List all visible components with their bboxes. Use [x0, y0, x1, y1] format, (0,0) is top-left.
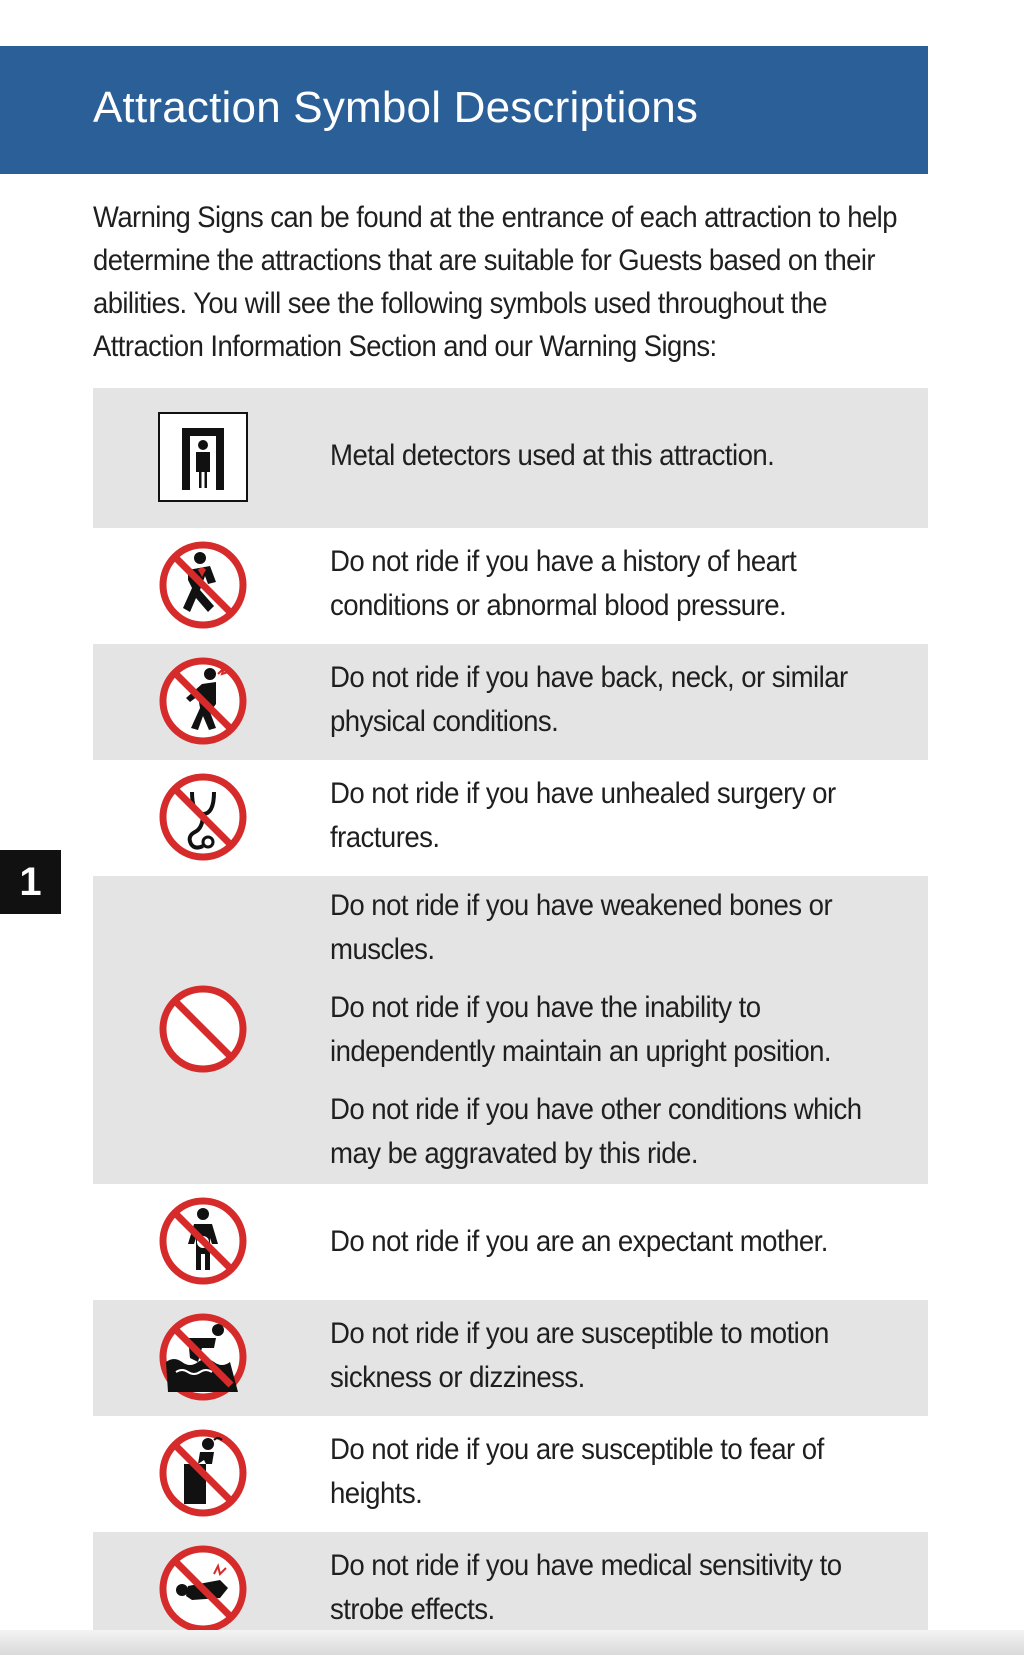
page-bottom-edge [0, 1630, 1024, 1655]
prohibited-icon [158, 984, 248, 1074]
symbol-description [330, 656, 919, 744]
motion-sickness-icon [158, 1312, 248, 1402]
symbol-description [330, 884, 919, 1176]
back-neck-icon [158, 656, 248, 746]
symbol-description [330, 1544, 919, 1632]
symbol-description [330, 1312, 919, 1400]
description-text: Do not ride if you have medical sensitivity to strobe effects. [330, 1549, 842, 1626]
symbol-row [93, 644, 928, 760]
heart-condition-icon [158, 540, 248, 630]
description-text: Do not ride if you have other conditions which may be aggravated by this ride. [330, 1093, 862, 1170]
symbol-description [330, 1428, 919, 1516]
description-text: Do not ride if you have back, neck, or similar physical conditions. [330, 661, 848, 738]
description-text: Do not ride if you are susceptible to motion sickness or dizziness. [330, 1317, 829, 1394]
fear-of-heights-icon [158, 1428, 248, 1518]
description-text: Do not ride if you have the inability to independently maintain an upright position. [330, 991, 832, 1068]
page-title: Attraction Symbol Descriptions [93, 83, 699, 132]
symbol-description [330, 540, 919, 628]
symbol-row [93, 528, 928, 644]
symbol-description [330, 772, 919, 860]
strobe-sensitivity-icon [158, 1544, 248, 1634]
section-tab: 1 [0, 850, 61, 914]
symbol-row [93, 1300, 928, 1416]
symbol-description [330, 434, 919, 478]
description-text: Do not ride if you are susceptible to fear of heights. [330, 1433, 824, 1510]
description-text: Metal detectors used at this attraction. [330, 439, 775, 472]
description-text: Do not ride if you have weakened bones or muscles. [330, 889, 833, 966]
expectant-mother-icon [158, 1196, 248, 1286]
intro-paragraph: Warning Signs can be found at the entrance of each attraction to help determine the attractions that are suitable for Guests based on their abilities. You will see the following symbols used throughout the Attraction Information Section and our Warning Signs: [93, 201, 897, 363]
surgery-fracture-icon [158, 772, 248, 862]
symbol-row [93, 760, 928, 876]
symbol-row [93, 876, 928, 1184]
description-text: Do not ride if you are an expectant mother. [330, 1225, 828, 1258]
symbol-row [93, 1184, 928, 1300]
symbol-row [93, 388, 928, 528]
metal-detector-icon [158, 412, 248, 502]
symbol-description [330, 1220, 919, 1264]
symbol-row [93, 1416, 928, 1532]
description-text: Do not ride if you have unhealed surgery or fractures. [330, 777, 836, 854]
description-text: Do not ride if you have a history of heart conditions or abnormal blood pressure. [330, 545, 797, 622]
